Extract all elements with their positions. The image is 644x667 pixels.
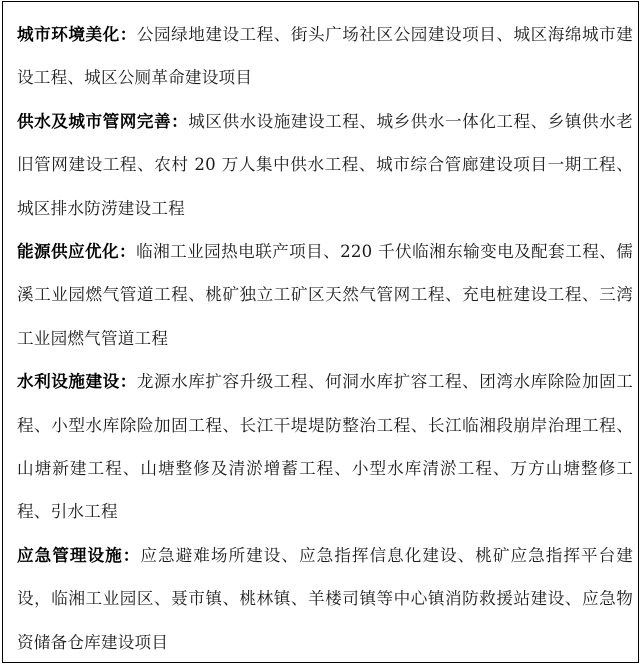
section-heading: 城市环境美化： bbox=[17, 25, 137, 44]
section-body: 龙源水库扩容升级工程、何洞水库扩容工程、团湾水库除险加固工程、小型水库除险加固工程、长江干堤堤防整治工程、长江临湘段崩岸治理工程、山塘新建工程、山塘整修及清淤增蓄工程、小型水库清淤工程、万方山塘整修工程、引水工程 bbox=[17, 372, 633, 522]
section-emergency-management bbox=[17, 534, 633, 664]
section-heading: 供水及城市管网完善： bbox=[17, 111, 189, 131]
section-heading: 水利设施建设： bbox=[17, 372, 137, 392]
section-city-environment bbox=[17, 13, 633, 100]
section-heading: 应急管理设施： bbox=[17, 545, 141, 565]
section-water-conservancy bbox=[17, 360, 633, 534]
section-water-supply bbox=[17, 100, 633, 230]
section-body: 应急避难场所建设、应急指挥信息化建设、桃矿应急指挥平台建设，临湘工业园区、聂市镇、桃林镇、羊楼司镇等中心镇消防救援站建设、应急物资储备仓库建设项目 bbox=[17, 545, 633, 652]
section-body: 临湘工业园热电联产项目、220 千伏临湘东输变电及配套工程、儒溪工业园燃气管道工程、桃矿独立工矿区天然气管网工程、充电桩建设工程、三湾工业园燃气管道工程 bbox=[17, 242, 633, 348]
section-heading: 能源供应优化： bbox=[17, 242, 137, 262]
section-body: 城区供水设施建设工程、城乡供水一体化工程、乡镇供水老旧管网建设工程、农村 20 万人集中供水工程、城市综合管廊建设项目一期工程、城区排水防涝建设工程 bbox=[17, 111, 633, 218]
section-energy-supply bbox=[17, 230, 633, 360]
section-body: 公园绿地建设工程、街头广场社区公园建设项目、城区海绵城市建设工程、城区公厕革命建设项目 bbox=[17, 25, 633, 88]
document-content bbox=[17, 13, 633, 664]
document-frame bbox=[2, 1, 639, 663]
